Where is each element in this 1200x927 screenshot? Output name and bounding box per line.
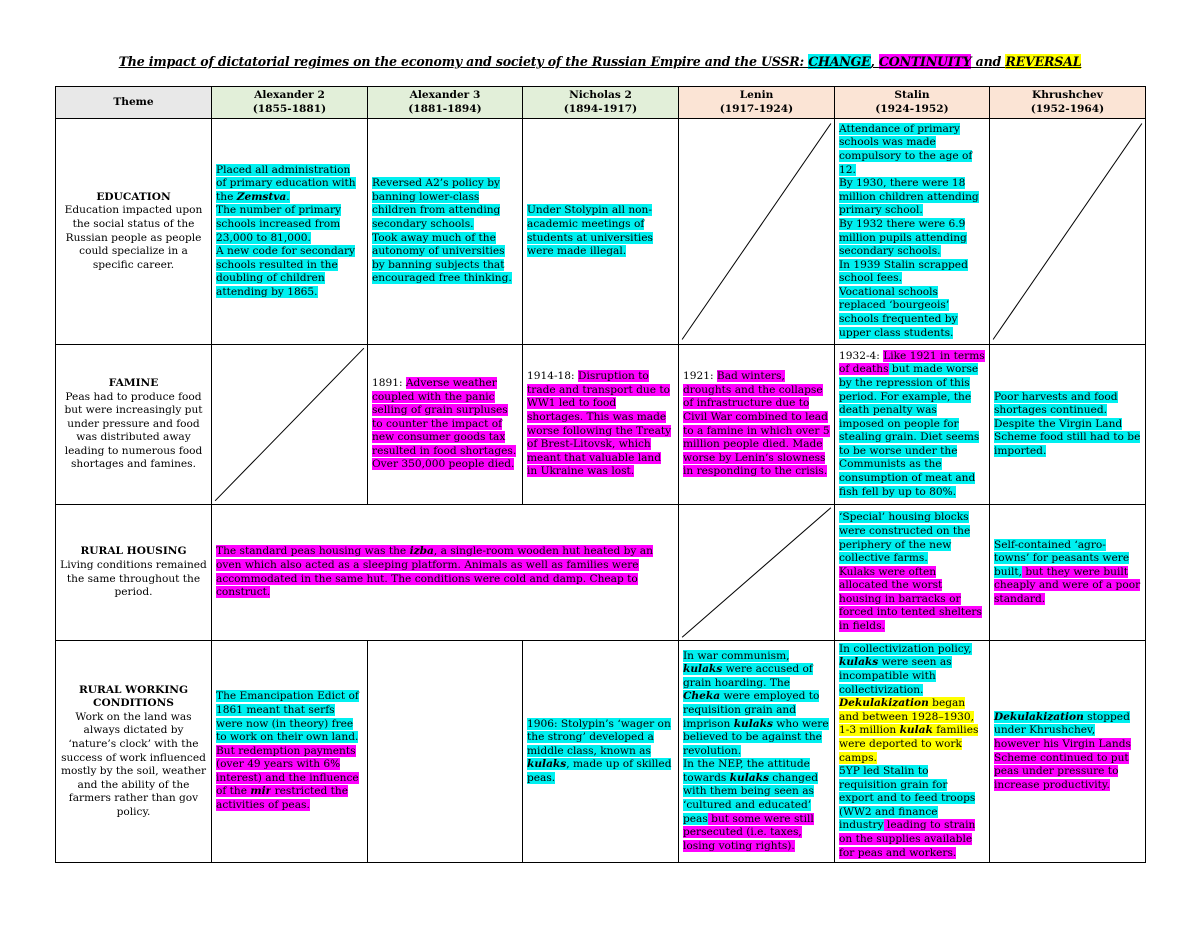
theme-cell	[56, 505, 212, 641]
diagonal-slash-icon	[212, 345, 367, 504]
comparison-table	[55, 86, 1146, 863]
cell-text-segment: The Emancipation Edict of 1861 meant that serfs were now (in theory) free to work on their own land.	[216, 690, 359, 744]
cell-nicholas-2	[523, 345, 679, 505]
header-alexander-3: Alexander 3 (1881-1894)	[368, 87, 523, 119]
cell-text-segment: 1906: Stolypin’s ‘wager on the strong’ developed a middle class, known as	[527, 717, 671, 757]
header-khrushchev: Khrushchev (1952-1964)	[990, 87, 1146, 119]
cell-stalin	[835, 119, 990, 345]
cell-text-segment: 1914-18:	[527, 370, 578, 383]
diagonal-slash-icon	[679, 119, 834, 344]
cell-text-segment: In collectivization policy,	[839, 642, 972, 655]
cell-text-segment: families were deported to work camps.	[839, 724, 979, 764]
cell-khrushchev	[990, 641, 1146, 863]
cell-text-segment: kulaks	[733, 717, 773, 730]
cell-text-segment: Reversed A2’s policy by banning lower-class children from attending secondary schools. Took away much of the autonomy of universities by banning subjects that encouraged free thinking.	[372, 177, 512, 285]
cell-text-segment: Kulaks were often allocated the worst housing in barracks or forced into tented shelters in fields.	[839, 565, 982, 633]
page-title: The impact of dictatorial regimes on the economy and society of the Russian Empire and the USSR: CHANGE, CONTINUITY and REVERSAL	[118, 54, 1082, 69]
cell-text-segment: , made up of skilled peas.	[527, 758, 672, 784]
cell-text-segment: Attendance of primary schools was made compulsory to the age of 12. By 1930, there were 18 million children attending primary school. By 1932 there were 6.9 million pupils attending secondary schools. In 1939 Stalin scrapped school fees. Vocational schools replaced ‘bourgeois’ schools frequented by upper class students.	[839, 122, 979, 339]
cell-text-segment: began and between 1928–1930, 1-3 million	[839, 697, 974, 737]
cell-text-segment: 5YP led Stalin to requisition grain for export and to feed troops (WW2 and finance industry	[839, 765, 976, 832]
cell-text-segment: In war communism,	[683, 649, 790, 662]
cell-text-segment: The standard peas housing was the	[216, 545, 410, 558]
cell-text-segment: Zemstva	[236, 190, 287, 203]
cell-alexander-2	[212, 641, 368, 863]
theme-cell	[56, 641, 212, 863]
theme-name: FAMINE	[108, 376, 159, 389]
cell-nicholas-2	[523, 641, 679, 863]
header-nicholas-2: Nicholas 2 (1894-1917)	[523, 87, 679, 119]
row-famine	[56, 345, 1146, 505]
cell-text-segment: Cheka	[683, 690, 721, 703]
cell-alexander-3	[368, 641, 523, 863]
header-alexander-2: Alexander 2 (1855-1881)	[212, 87, 368, 119]
cell-text-segment: kulaks	[729, 771, 769, 784]
theme-description: Living conditions remained the same throughout the period.	[60, 558, 207, 599]
cell-text-segment: Dekulakization	[839, 697, 929, 710]
cell-text-segment: 1921:	[683, 370, 717, 383]
cell-text-segment: izba	[409, 545, 434, 558]
cell-text-segment: leading to strain on the supplies available for peas and workers.	[839, 819, 976, 859]
theme-cell	[56, 345, 212, 505]
cell-text-segment: . The number of primary schools increased from 23,000 to 81,000. A new code for secondary schools resulted in the doubling of children attending by 1865.	[216, 190, 355, 298]
cell-khrushchev-not-applicable	[990, 119, 1146, 345]
cell-khrushchev	[990, 505, 1146, 641]
row-education	[56, 119, 1146, 345]
header-lenin: Lenin (1917-1924)	[679, 87, 835, 119]
header-theme: Theme	[56, 87, 212, 119]
cell-stalin	[835, 641, 990, 863]
row-rural-working-conditions	[56, 641, 1146, 863]
cell-text-segment: ‘Special’ housing blocks were constructed on the periphery of the new collective farms.	[839, 511, 971, 565]
cell-lenin-not-applicable	[679, 505, 835, 641]
theme-name: RURAL HOUSING	[80, 545, 187, 558]
cell-text-segment: but some were still persecuted (i.e. taxes, losing voting rights).	[683, 812, 814, 852]
cell-lenin-not-applicable	[679, 119, 835, 345]
cell-text-segment: restricted the activities of peas.	[216, 785, 349, 812]
cell-text-segment: But redemption payments (over 49 years with 6% interest) and the influence of the	[216, 744, 359, 798]
cell-lenin	[679, 345, 835, 505]
cell-text-segment: Bad winters, droughts and the collapse of infrastructure due to Civil War combined to lead to a famine in which over 5 million people died. Made worse by Lenin’s slowness in responding to the crisis.	[683, 370, 830, 478]
theme-description: Work on the land was always dictated by ‘nature’s clock’ with the success of work influenced mostly by the soil, weather and the ability of the farmers rather than gov policy.	[60, 710, 207, 818]
cell-alexander-3	[368, 345, 523, 505]
cell-text-segment: kulaks	[839, 656, 879, 669]
cell-text-segment: but made worse by the repression of this period. For example, the death penalty was imposed on people for stealing grain. Diet seems to be worse under the Communists as the consumption of meat and fish fell by up to 80%.	[839, 363, 980, 498]
theme-description: Peas had to produce food but were increasingly put under pressure and food was distributed away leading to numerous food shortages and famines.	[64, 390, 203, 471]
cell-text-segment: 1891:	[372, 376, 406, 389]
cell-text-segment: were accused of grain hoarding. The	[683, 663, 813, 689]
cell-text-segment: Adverse weather coupled with the panic selling of grain surpluses to counter the impact of new consumer goods tax resulted in food shortages. Over 350,000 people died.	[372, 376, 517, 471]
diagonal-slash-icon	[679, 505, 834, 640]
cell-text-segment: Like 1921 in terms of deaths	[839, 349, 985, 376]
theme-name: EDUCATION	[96, 190, 171, 203]
cell-stalin	[835, 345, 990, 505]
cell-text-segment: 1932-4:	[839, 349, 884, 362]
cell-text-segment: stopped under Khrushchev,	[994, 710, 1130, 737]
cell-text-segment: were seen as incompatible with collectivization.	[839, 656, 952, 696]
cell-nicholas-2	[523, 119, 679, 345]
cell-text-segment: were employed to requisition grain and imprison	[683, 690, 820, 730]
cell-text-segment: Placed all administration of primary education with the	[216, 163, 356, 203]
diagonal-slash-icon	[990, 119, 1145, 344]
cell-text-segment: Self-contained ‘agro-towns’ for peasants were built,	[994, 538, 1130, 578]
header-stalin: Stalin (1924-1952)	[835, 87, 990, 119]
cell-alexander-2	[212, 119, 368, 345]
cell-text-segment: however his Virgin Lands Scheme continued to put peas under pressure to increase productivity.	[994, 737, 1131, 791]
cell-text-segment: but they were built cheaply and were of a poor standard.	[994, 565, 1141, 605]
cell-lenin	[679, 641, 835, 863]
row-rural-housing	[56, 505, 1146, 641]
theme-description: Education impacted upon the social status of the Russian people as people could specialize in a specific career.	[64, 204, 203, 271]
cell-alexander-3	[368, 119, 523, 345]
theme-name: RURAL WORKING CONDITIONS	[78, 683, 189, 710]
cell-text-segment: who were believed to be against the revolution. In the NEP, the attitude towards	[683, 717, 829, 784]
theme-cell	[56, 119, 212, 345]
cell-khrushchev	[990, 345, 1146, 505]
cell-text-segment: kulaks	[683, 663, 723, 676]
cell-tsars-span	[212, 505, 679, 641]
cell-text-segment: mir	[250, 785, 272, 798]
cell-text-segment: changed with them being seen as ‘cultured and educated’ peas	[683, 771, 819, 825]
cell-text-segment: kulaks	[527, 758, 567, 771]
cell-text-segment: Poor harvests and food shortages continued. Despite the Virgin Land Scheme food still had to be imported.	[994, 390, 1141, 457]
cell-alexander-2-not-applicable	[212, 345, 368, 505]
cell-text-segment: , a single-room wooden hut heated by an oven which also acted as a sleeping platform. Animals as well as families were accommodated in the same hut. The conditions were cold and damp. Cheap to construct.	[216, 545, 653, 599]
cell-text-segment: Under Stolypin all non-academic meetings of students at universities were made illegal.	[527, 204, 653, 258]
cell-text-segment: kulak	[899, 724, 933, 737]
cell-stalin	[835, 505, 990, 641]
cell-text-segment: Dekulakization	[994, 710, 1084, 723]
header-row	[56, 87, 1146, 119]
cell-text-segment: Disruption to trade and transport due to WW1 led to food shortages. This was made worse following the Treaty of Brest-Litovsk, which meant that valuable land in Ukraine was lost.	[527, 370, 672, 478]
